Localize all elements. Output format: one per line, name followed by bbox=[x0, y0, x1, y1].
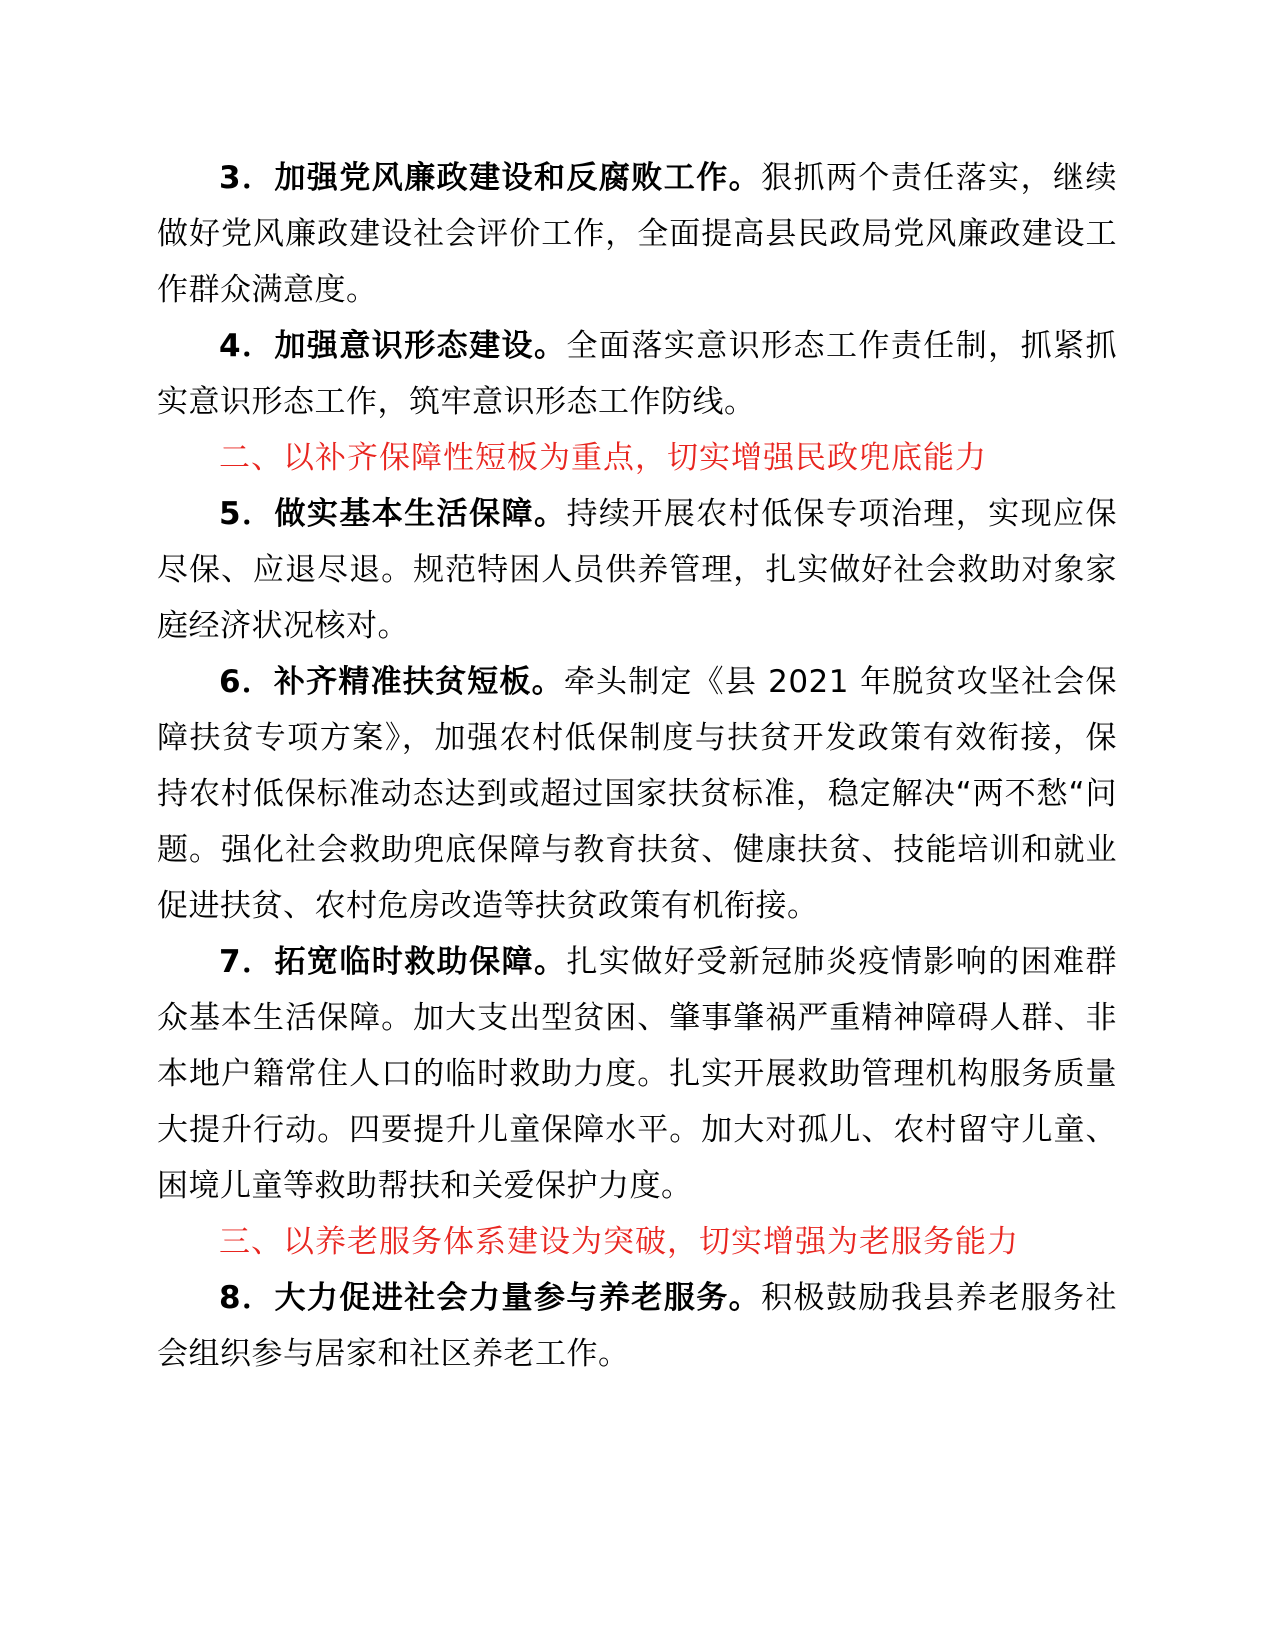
item-5-paragraph bbox=[157, 486, 1117, 654]
item-5-body: 持续开展农村低保专项治理，实现应保尽保、应退尽退。规范特困人员供养管理，扎实做好社会救助对象家庭经济状况核对。 bbox=[157, 496, 1118, 644]
item-8-paragraph bbox=[157, 1270, 1117, 1382]
item-6-lead: 6．补齐精准扶贫短板。 bbox=[219, 664, 564, 700]
section-3-heading: 三、以养老服务体系建设为突破，切实增强为老服务能力 bbox=[219, 1224, 1019, 1260]
item-4-body: 全面落实意识形态工作责任制，抓紧抓实意识形态工作，筑牢意识形态工作防线。 bbox=[157, 328, 1118, 420]
item-3-body: 狠抓两个责任落实，继续做好党风廉政建设社会评价工作，全面提高县民政局党风廉政建设工作群众满意度。 bbox=[157, 160, 1117, 308]
item-3-paragraph bbox=[157, 150, 1117, 318]
item-7-lead: 7．拓宽临时救助保障。 bbox=[219, 944, 567, 980]
item-4-paragraph bbox=[157, 318, 1117, 430]
section-2-heading: 二、以补齐保障性短板为重点，切实增强民政兜底能力 bbox=[219, 440, 987, 476]
item-7-paragraph bbox=[157, 934, 1117, 1214]
document-page bbox=[157, 150, 1117, 1382]
item-8-body: 积极鼓励我县养老服务社会组织参与居家和社区养老工作。 bbox=[157, 1280, 1117, 1372]
item-7-body: 扎实做好受新冠肺炎疫情影响的困难群众基本生活保障。加大支出型贫困、肇事肇祸严重精神障碍人群、非本地户籍常住人口的临时救助力度。扎实开展救助管理机构服务质量大提升行动。四要提升儿童保障水平。加大对孤儿、农村留守儿童、困境儿童等救助帮扶和关爱保护力度。 bbox=[157, 944, 1118, 1204]
item-6-body: 牵头制定《县 2021 年脱贫攻坚社会保障扶贫专项方案》，加强农村低保制度与扶贫开发政策有效衔接，保持农村低保标准动态达到或超过国家扶贫标准，稳定解决“两不愁“问题。强化社会救助兜底保障与教育扶贫、健康扶贫、技能培训和就业促进扶贫、农村危房改造等扶贫政策有机衔接。 bbox=[157, 664, 1117, 924]
item-3-lead: 3．加强党风廉政建设和反腐败工作。 bbox=[219, 160, 762, 196]
item-8-lead: 8．大力促进社会力量参与养老服务。 bbox=[219, 1280, 762, 1316]
item-4-lead: 4．加强意识形态建设。 bbox=[219, 328, 567, 364]
item-5-lead: 5．做实基本生活保障。 bbox=[219, 496, 567, 532]
item-6-paragraph bbox=[157, 654, 1117, 934]
